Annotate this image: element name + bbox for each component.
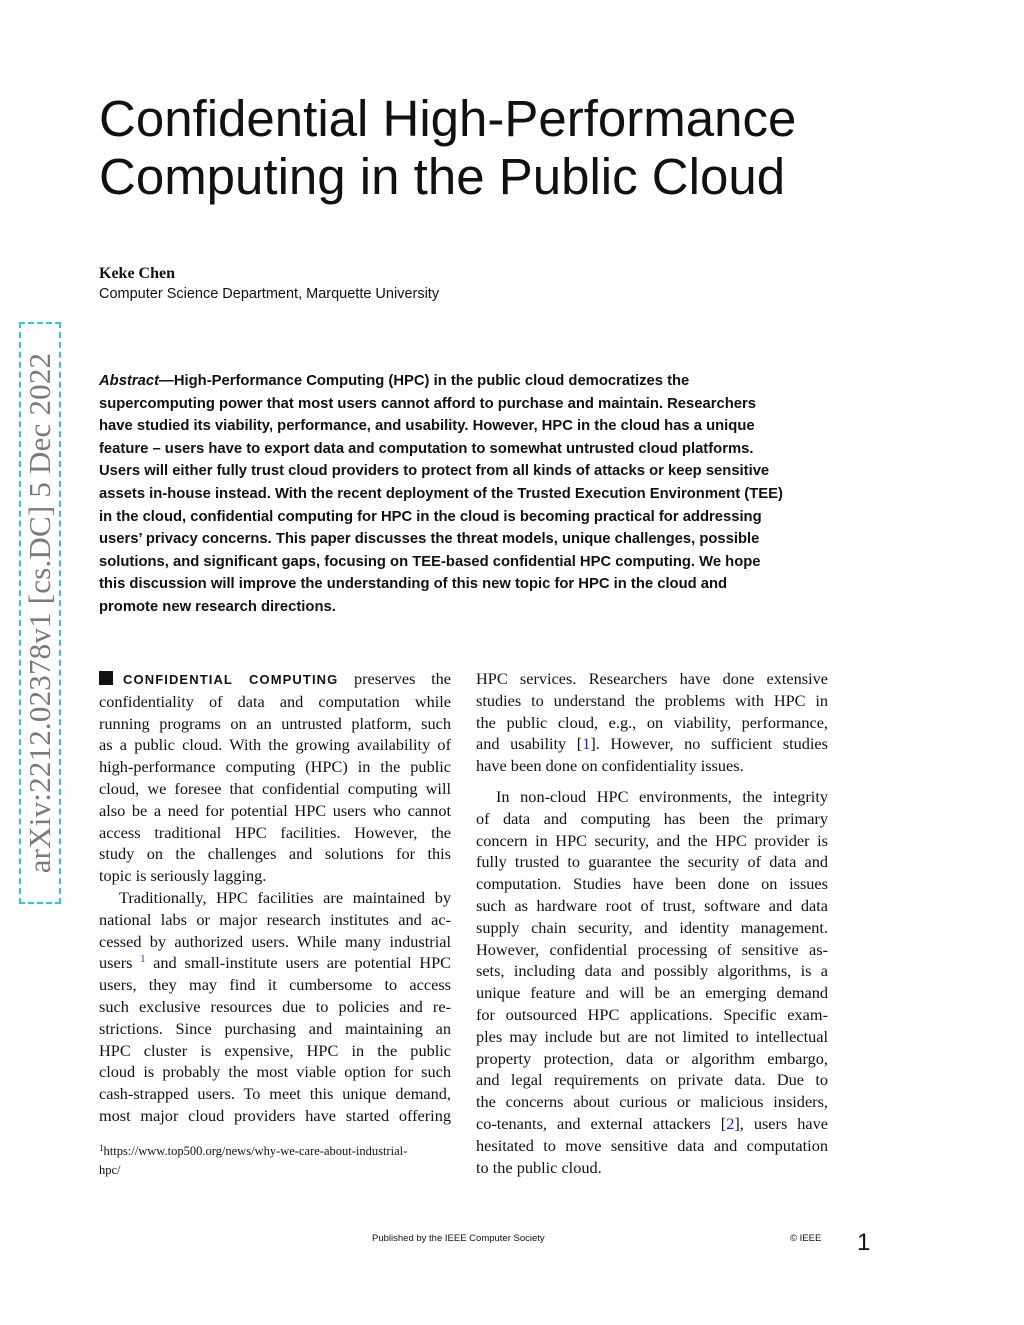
arxiv-stamp [19, 322, 61, 904]
title-line: Confidential High-Performance [99, 90, 797, 147]
body-line: most major cloud providers have started offering [99, 1105, 451, 1125]
body-line: such as hardware root of trust, software and data [476, 895, 828, 915]
author-affiliation: Computer Science Department, Marquette University [99, 286, 440, 302]
body-line: studies to understand the problems with HPC in [476, 690, 828, 710]
text-segment: co-tenants, and external attackers [ [476, 1113, 727, 1133]
abstract-line: in the cloud, confidential computing for HPC in the cloud is becoming practical for addressing [99, 508, 762, 525]
abstract-line: supercomputing power that most users cannot afford to purchase and maintain. Researchers [99, 395, 756, 412]
lead-small-caps: CONFIDENTIAL COMPUTING [123, 672, 339, 687]
paper-title [99, 90, 899, 206]
body-line: However, confidential processing of sensitive as- [476, 939, 828, 959]
body-line: national labs or major research institutes and ac- [99, 909, 451, 929]
body-line: HPC cluster is expensive, HPC in the public [99, 1040, 451, 1060]
citation-link-1[interactable]: 1 [582, 734, 591, 754]
body-line: Traditionally, HPC facilities are maintained by [119, 887, 451, 907]
abstract-line: this discussion will improve the understanding of this new topic for HPC in the cloud and [99, 576, 728, 593]
body-line: In non-cloud HPC environments, the integrity [496, 786, 828, 806]
body-line-with-footnote [99, 952, 451, 974]
abstract-line [99, 370, 839, 393]
body-line: study on the challenges and solutions for this [99, 844, 451, 864]
text-segment: preserves the [338, 669, 451, 688]
body-line: sets, including data and possibly algorithms, is a [476, 961, 828, 981]
body-line: also be a need for potential HPC users who cannot [99, 800, 451, 820]
body-line: high-performance computing (HPC) in the public [99, 757, 451, 777]
text-segment: ], users have [734, 1113, 829, 1133]
body-line: cloud, we foresee that confidential computing will [99, 778, 451, 798]
body-line: topic is seriously lagging. [99, 866, 267, 886]
footnote [99, 1142, 451, 1180]
body-line: computation. Studies have been done on issues [476, 874, 828, 894]
footnote-ref-link[interactable]: 1 [140, 954, 146, 966]
body-column-left [99, 668, 451, 1127]
body-line: property protection, data or algorithm embargo, [476, 1048, 828, 1068]
text-segment: users [99, 953, 141, 973]
body-line: fully trusted to guarantee the security of data and [476, 852, 828, 872]
body-line: HPC services. Researchers have done extensive [476, 669, 828, 688]
body-line: hesitated to move sensitive data and computation [476, 1135, 828, 1155]
section-square-icon [99, 671, 113, 685]
publisher-footer: Published by the IEEE Computer Society [372, 1233, 545, 1244]
body-line: cessed by authorized users. While many industrial [99, 931, 451, 951]
body-line: to the public cloud. [476, 1157, 602, 1177]
body-line: users, they may find it cumbersome to access [99, 975, 451, 995]
title-line: Computing in the Public Cloud [99, 148, 786, 205]
abstract [99, 370, 839, 619]
abstract-label: Abstract [99, 373, 160, 389]
body-line: access traditional HPC facilities. However, the [99, 822, 451, 842]
text-segment: ]. However, no sufficient studies [590, 734, 828, 754]
abstract-line: Users will either fully trust cloud providers to protect from all kinds of attacks or keep sensitive [99, 463, 770, 480]
body-line: supply chain security, and identity management. [476, 917, 828, 937]
body-line: for outsourced HPC applications. Specific exam- [476, 1004, 828, 1024]
abstract-line: assets in-house instead. With the recent deployment of the Trusted Execution Environment (TEE) [99, 485, 783, 502]
footnote-mark: 1 [99, 1143, 104, 1153]
abstract-line: have studied its viability, performance, and usability. However, HPC in the cloud has a unique [99, 418, 755, 435]
body-line-with-citation [476, 733, 828, 755]
abstract-line: users’ privacy concerns. This paper discusses the threat models, unique challenges, possible [99, 531, 760, 548]
body-line: and legal requirements on private data. Due to [476, 1070, 828, 1090]
abstract-line: promote new research directions. [99, 598, 336, 615]
body-line: running programs on an untrusted platform, such [99, 713, 451, 733]
body-line: unique feature and will be an emerging demand [476, 983, 828, 1003]
text-segment: and usability [ [476, 734, 583, 754]
text-segment: and small-institute users are potential HPC [145, 953, 452, 973]
footnote-url-continuation[interactable]: hpc/ [99, 1163, 121, 1177]
body-line: cash-strapped users. To meet this unique demand, [99, 1084, 451, 1104]
abstract-line-text: —High-Performance Computing (HPC) in the public cloud democratizes the [159, 373, 690, 389]
abstract-line: feature – users have to export data and computation to somewhat untrusted cloud platforms. [99, 440, 754, 457]
body-line: ples may include but are not limited to intellectual [476, 1026, 828, 1046]
body-line: concern in HPC security, and the HPC provider is [476, 830, 828, 850]
intro-first-line [99, 668, 451, 691]
footnote-line [99, 1142, 451, 1161]
body-line: have been done on confidentiality issues. [476, 756, 744, 776]
body-line: the public cloud, e.g., on viability, performance, [476, 712, 828, 732]
body-column-right [476, 668, 828, 1178]
arxiv-stamp-text: arXiv:2212.02378v1 [cs.DC] 5 Dec 2022 [22, 352, 57, 874]
body-line: of data and computing has been the primary [476, 808, 828, 828]
body-line: cloud is probably the most viable option for such [99, 1062, 451, 1082]
page-number: 1 [857, 1229, 871, 1256]
abstract-line: solutions, and significant gaps, focusing on TEE-based confidential HPC computing. We hope [99, 553, 761, 570]
body-line: confidentiality of data and computation while [99, 691, 451, 711]
paragraph-gap [476, 777, 828, 786]
body-line: strictions. Since purchasing and maintaining an [99, 1018, 451, 1038]
body-line: the concerns about curious or malicious insiders, [476, 1092, 828, 1112]
copyright-footer: © IEEE [790, 1233, 822, 1244]
citation-link-2[interactable]: 2 [726, 1113, 735, 1133]
author-name: Keke Chen [99, 265, 175, 282]
body-line: such exclusive resources due to policies and re- [99, 996, 451, 1016]
body-line: as a public cloud. With the growing availability of [99, 735, 451, 755]
body-line-with-citation [476, 1113, 828, 1135]
footnote-url[interactable]: https://www.top500.org/news/why-we-care-about-industrial- [103, 1144, 408, 1158]
